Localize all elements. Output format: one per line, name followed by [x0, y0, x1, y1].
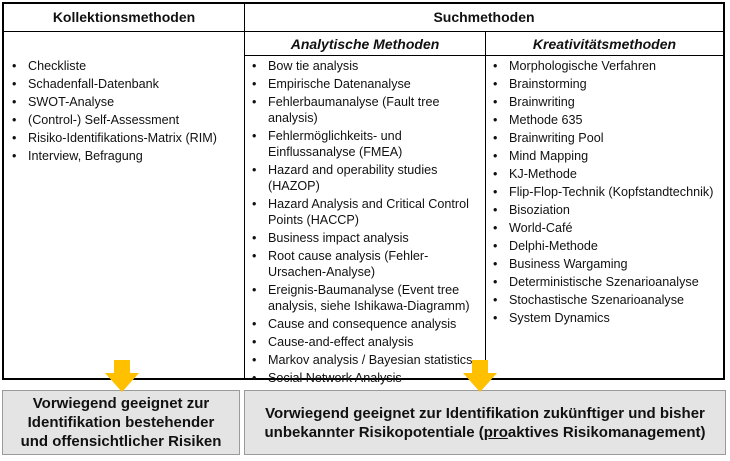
header-search: Suchmethoden: [433, 9, 535, 25]
list-item: • Hazard Analysis and Critical Control Points (HACCP): [248, 196, 480, 228]
list-item: • Cause-and-effect analysis: [248, 334, 480, 350]
column-divider-1: [244, 4, 245, 378]
list-item: • System Dynamics: [489, 310, 721, 326]
header-collection: Kollektionsmethoden: [52, 9, 196, 25]
summary-text-left: Vorwiegend geeignet zur Identifikation bestehender und offensichtlicher Risiken: [20, 395, 222, 450]
list-item: • Brainwriting: [489, 94, 721, 110]
subheader-creativity: Kreativitätsmethoden: [532, 36, 677, 52]
list-item: • Flip-Flop-Technik (Kopfstandtechnik): [489, 184, 721, 200]
list-item: • Stochastische Szenarioanalyse: [489, 292, 721, 308]
list-item: • Checkliste: [8, 58, 240, 74]
list-item: • Business impact analysis: [248, 230, 480, 246]
list-item: • Business Wargaming: [489, 256, 721, 272]
list-item: • Schadenfall-Datenbank: [8, 76, 240, 92]
down-arrow-icon: [463, 360, 497, 392]
list-item: • Empirische Datenanalyse: [248, 76, 480, 92]
list-item: • Morphologische Verfahren: [489, 58, 721, 74]
list-item: • Mind Mapping: [489, 148, 721, 164]
list-item: • Bow tie analysis: [248, 58, 480, 74]
subheader-divider: [244, 55, 723, 56]
subheader-analytical: Analytische Methoden: [290, 36, 440, 52]
list-item: • Delphi-Methode: [489, 238, 721, 254]
list-item: • Ereignis-Baumanalyse (Event tree analysis, siehe Ishikawa-Diagramm): [248, 282, 480, 314]
list-item: • Fehlermöglichkeits- und Einflussanalyse (FMEA): [248, 128, 480, 160]
list-item: • (Control-) Self-Assessment: [8, 112, 240, 128]
summary-text-right: Vorwiegend geeignet zur Identifikation zukünftiger und bisher unbekannter Risikopotentiale (proaktives Risikomanagement): [264, 404, 706, 441]
list-item: • Risiko-Identifikations-Matrix (RIM): [8, 130, 240, 146]
analytical-list: [248, 58, 480, 388]
list-item: • KJ-Methode: [489, 166, 721, 182]
list-item: • Methode 635: [489, 112, 721, 128]
collection-list: [8, 58, 240, 166]
list-item: • Hazard and operability studies (HAZOP): [248, 162, 480, 194]
list-item: • Social Network Analysis: [248, 370, 480, 386]
list-item: • Root cause analysis (Fehler-Ursachen-Analyse): [248, 248, 480, 280]
methods-table: [2, 2, 725, 385]
list-item: • Markov analysis / Bayesian statistics: [248, 352, 480, 368]
list-item: • SWOT-Analyse: [8, 94, 240, 110]
column-divider-2: [485, 31, 486, 378]
creativity-list: [489, 58, 721, 328]
down-arrow-icon: [105, 360, 139, 392]
list-item: • Interview, Befragung: [8, 148, 240, 164]
list-item: • Bisoziation: [489, 202, 721, 218]
list-item: • Cause and consequence analysis: [248, 316, 480, 332]
list-item: • Deterministische Szenarioanalyse: [489, 274, 721, 290]
summary-box-future-risks: [244, 390, 726, 455]
summary-box-existing-risks: [2, 390, 240, 455]
header-divider: [4, 31, 723, 32]
list-item: • Brainwriting Pool: [489, 130, 721, 146]
list-item: • Brainstorming: [489, 76, 721, 92]
list-item: • Fehlerbaumanalyse (Fault tree analysis): [248, 94, 480, 126]
list-item: • World-Café: [489, 220, 721, 236]
